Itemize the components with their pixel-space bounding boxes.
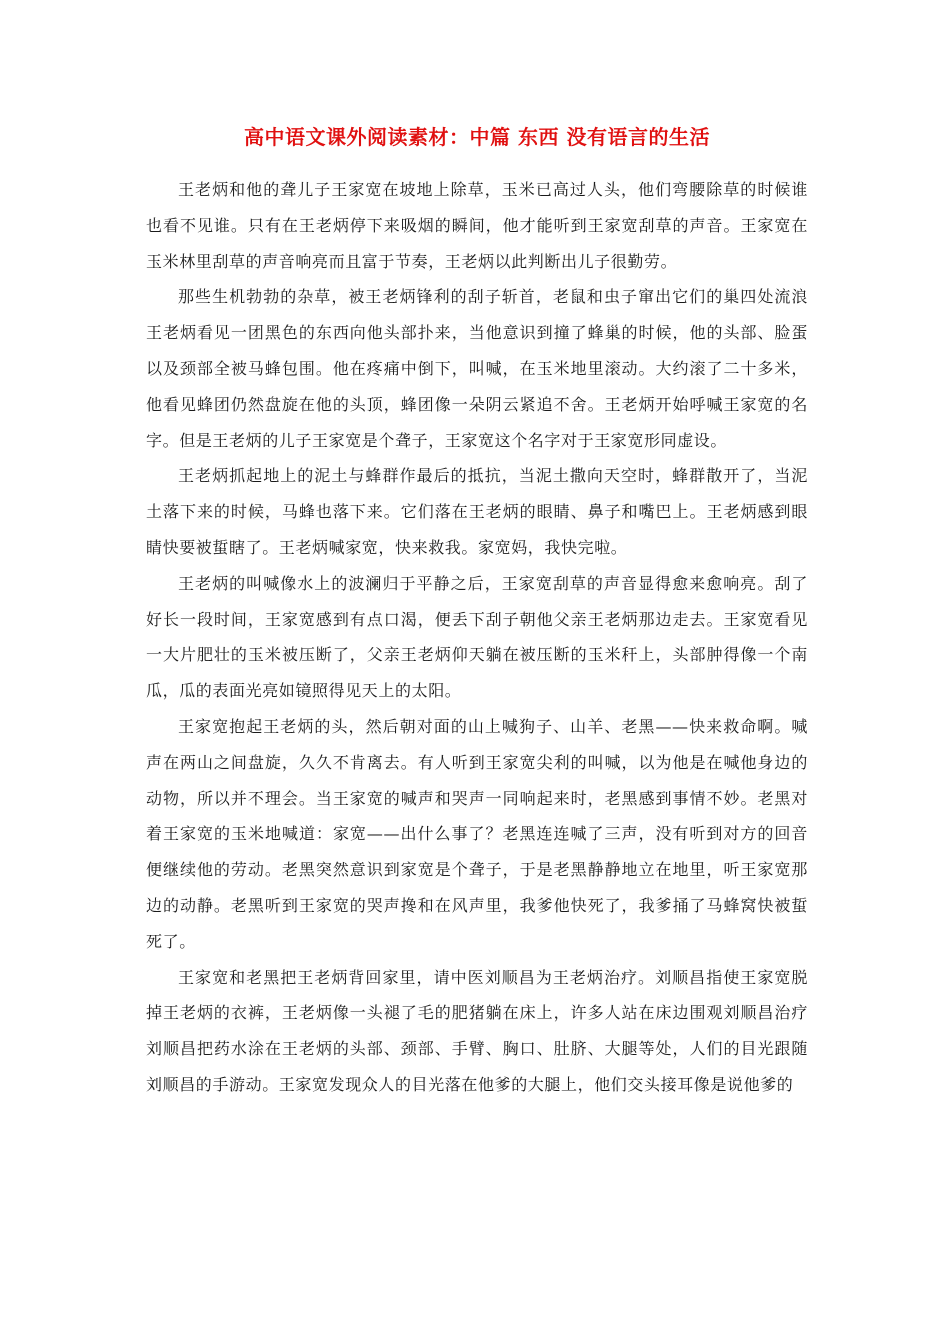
paragraph-3: 王老炳抓起地上的泥土与蜂群作最后的抵抗，当泥土撒向天空时，蜂群散开了，当泥土落下来的时候，马蜂也落下来。它们落在王老炳的眼睛、鼻子和嘴巴上。王老炳感到眼睛快要被蜇瞎了。王老炳喊家宽，快来救我。家宽妈，我快完啦。 [146, 466, 808, 557]
document-body [146, 172, 808, 1103]
paragraph-2: 那些生机勃勃的杂草，被王老炳锋利的刮子斩首，老鼠和虫子窜出它们的巢四处流浪王老炳看见一团黑色的东西向他头部扑来，当他意识到撞了蜂巢的时候，他的头部、脸蛋以及颈部全被马蜂包围。他在疼痛中倒下，叫喊，在玉米地里滚动。大约滚了二十多米，他看见蜂团仍然盘旋在他的头顶，蜂团像一朵阴云紧追不舍。王老炳开始呼喊王家宽的名字。但是王老炳的儿子王家宽是个聋子，王家宽这个名字对于王家宽形同虚设。 [146, 287, 808, 450]
paragraph-6: 王家宽和老黑把王老炳背回家里，请中医刘顺昌为王老炳治疗。刘顺昌指使王家宽脱掉王老炳的衣裤，王老炳像一头褪了毛的肥猪躺在床上，许多人站在床边围观刘顺昌治疗刘顺昌把药水涂在王老炳的头部、颈部、手臂、胸口、肚脐、大腿等处，人们的目光跟随刘顺昌的手游动。王家宽发现众人的目光落在他爹的大腿上，他们交头接耳像是说他爹的 [146, 967, 808, 1094]
paragraph-4: 王老炳的叫喊像水上的波澜归于平静之后，王家宽刮草的声音显得愈来愈响亮。刮了好长一段时间，王家宽感到有点口渴，便丢下刮子朝他父亲王老炳那边走去。王家宽看见一大片肥壮的玉米被压断了，父亲王老炳仰天躺在被压断的玉米秆上，头部肿得像一个南瓜，瓜的表面光亮如镜照得见天上的太阳。 [146, 573, 808, 701]
paragraph-1: 王老炳和他的聋儿子王家宽在坡地上除草，玉米已高过人头，他们弯腰除草的时候谁也看不见谁。只有在王老炳停下来吸烟的瞬间，他才能听到王家宽刮草的声音。王家宽在玉米林里刮草的声音响亮而且富于节奏，王老炳以此判断出儿子很勤劳。 [146, 180, 808, 271]
paragraph-5: 王家宽抱起王老炳的头，然后朝对面的山上喊狗子、山羊、老黑——快来救命啊。喊声在两山之间盘旋，久久不肯离去。有人听到王家宽尖利的叫喊，以为他是在喊他身边的动物，所以并不理会。当王家宽的喊声和哭声一同响起来时，老黑感到事情不妙。老黑对着王家宽的玉米地喊道：家宽——出什么事了？老黑连连喊了三声，没有听到对方的回音便继续他的劳动。老黑突然意识到家宽是个聋子，于是老黑静静地立在地里，听王家宽那边的动静。老黑听到王家宽的哭声搀和在风声里，我爹他快死了，我爹捅了马蜂窝快被蜇死了。 [146, 716, 808, 951]
document-title: 高中语文课外阅读素材：中篇 东西 没有语言的生活 [244, 125, 710, 149]
